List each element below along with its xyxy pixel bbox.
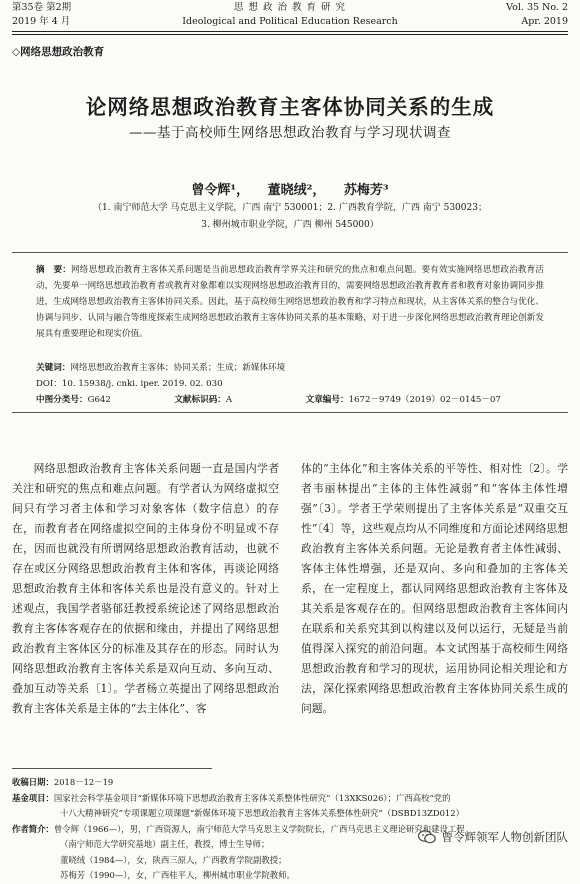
abstract-text: 网络思想政治教育主客体关系问题是当前思想政治教育学界关注和研究的焦点和难点问题。要有效实施网络思想政治教育活动，先要单一网络思想政治教育者或教育对象都难以实现网络思想政治教育目的，需要网络思想政治教育教育者和教育对象协调同步推进，生成网络思想政治教育主客体协同关系。因此，基于高校师生网络思想政治教育和学习特点和现状，从主客体关系的整合与优化、协调与同步、认同与融合等维度探索生成网络思想政治教育主客体协同关系的基本策略，对于进一步深化网络思想政治教育理论创新发展具有重要理论和现实价值。 bbox=[36, 265, 544, 339]
header-rule-thin bbox=[12, 34, 568, 35]
author-bio-line: 苏梅芳（1990—），女，广西桂平人，柳州城市职业学院教师。 bbox=[60, 870, 295, 880]
affiliations bbox=[20, 200, 560, 234]
abstract-label: 摘 要： bbox=[36, 265, 72, 275]
watermark bbox=[418, 829, 569, 845]
watermark-text: 曾令辉领军人物创新团队 bbox=[441, 830, 568, 844]
author-bio-line: 曾令辉（1966—），男，广西资源人，南宁师范大学马克思主义学院院长，广西马克思主义理论研究和建设工程 bbox=[53, 823, 465, 834]
classification-row bbox=[36, 393, 501, 405]
fund-text-cont: 十八大精神研究”专项课题立项课题“新媒体环境下思想政治教育主客体关系整体性研究”（DSBD13ZD012） bbox=[60, 808, 464, 818]
journal-title-cn: 思 想 政 治 教 育 研 究 bbox=[233, 2, 347, 13]
author-bio-line: 董晓绒（1984—），女，陕西三原人，广西教育学院副教授； bbox=[60, 854, 287, 865]
journal-date: 2019 年 4 月 bbox=[12, 16, 71, 27]
author-bio-line: （南宁师范大学研究基地）副主任，教授，博士生导师； bbox=[60, 839, 270, 849]
cls-value: G642 bbox=[87, 395, 111, 405]
article-no-value: 1672－9749（2019）02－0145－07 bbox=[348, 395, 501, 405]
author-list: 曾令辉¹， 董晓绒²， 苏梅芳³ bbox=[191, 183, 389, 198]
abstract-top-rule bbox=[12, 252, 568, 253]
body-column-right bbox=[301, 459, 568, 719]
cls-label: 中图分类号： bbox=[36, 395, 88, 405]
doc-code-label: 文献标识码： bbox=[174, 395, 226, 405]
received-date: 2018－12－19 bbox=[53, 777, 114, 787]
header-rule bbox=[12, 31, 568, 32]
fund-text: 国家社会科学基金项目“新媒体环境下思想政治教育主客体关系整体性研究”（13XKS026）；广西高校“党的 bbox=[53, 792, 451, 803]
author-bio-label: 作者简介： bbox=[12, 823, 54, 834]
journal-title-en: Ideological and Political Education Research bbox=[182, 16, 398, 27]
fund-label: 基金项目： bbox=[12, 792, 54, 803]
doi: DOI：10. 15938/j. cnki. iper. 2019. 02. 030 bbox=[36, 379, 223, 389]
abstract-bottom-rule bbox=[12, 412, 568, 413]
keywords bbox=[36, 362, 544, 375]
keywords-text: 网络思想政治教育主客体；协同关系；生成；新媒体环境 bbox=[70, 363, 286, 373]
article-no-label: 文章编号： bbox=[305, 395, 349, 405]
wechat-icon bbox=[418, 830, 436, 844]
journal-vol-en: Vol. 35 No. 2 bbox=[506, 2, 568, 13]
body-column-left bbox=[12, 459, 279, 719]
abstract bbox=[36, 262, 544, 342]
body-paragraph: 体的“主体化”和主客体关系的平等性、相对性〔2〕。学者韦丽林提出“主体的主体性减弱”和“客体主体性增强”〔3〕。学者王学荣则提出了主客体关系是“双重交互性”〔4〕等，这些观点均从不同维度和方面论述网络思想政治教育主客体关系问题。无论是教育者主体性减弱、客体主体性增强，还是双向、多向和叠加的主客体关系，在一定程度上，都认同网络思想政治教育主客体及其关系是客观存在的。但网络思想政治教育主客体间内在联系和关系究其到以构建以及何以运行，无疑是当前值得深入探究的前沿问题。本文试图基于高校师生网络思想政治教育和学习的现状，运用协同论相关理论和方法，深化探索网络思想政治教育主客体协同关系生成的问题。 bbox=[301, 462, 568, 715]
doc-code-value: A bbox=[225, 395, 233, 405]
received-label: 收稿日期： bbox=[12, 777, 54, 787]
affiliation-line: （1. 南宁师范大学 马克思主义学院，广西 南宁 530001；2. 广西教育学院，广西 南宁 530023； bbox=[93, 203, 487, 213]
article-title: 论网络思想政治教育主客体协同关系的生成 bbox=[85, 95, 495, 119]
article-subtitle: ——基于高校师生网络思想政治教育与学习现状调查 bbox=[129, 125, 451, 141]
journal-date-en: Apr. 2019 bbox=[521, 16, 568, 27]
footnote-rule bbox=[12, 768, 212, 769]
section-label: ◇网络思想政治教育 bbox=[12, 46, 105, 58]
journal-volume: 第35卷 第2期 bbox=[12, 2, 72, 13]
keywords-label: 关键词： bbox=[36, 363, 71, 373]
affiliation-line: 3. 柳州城市职业学院，广西 柳州 545000） bbox=[201, 220, 379, 230]
body-paragraph: 网络思想政治教育主客体关系问题一直是国内学者关注和研究的焦点和难点问题。有学者认为网络虚拟空间只有学习者主体和学习对象客体（数字信息）的存在，而教育者在网络虚拟空间的主体身份不明显或不存在，因而也就没有所谓网络思想政治教育活动，也就不存在或区分网络思想政治教育主体和客体，再谈论网络思想政治教育主体和客体关系也是没有意义的。针对上述观点，我国学者骆郁廷教授系统论述了网络思想政治教育主客体客观存在的依据和缘由，并提出了网络思想政治教育主客体区分的标准及其存在的形态。同时认为网络思想政治教育主客体关系是双向互动、多向互动、叠加互动等关系〔1〕。学者杨立英提出了网络思想政治教育主客体关系是主体的“去主体化”、客 bbox=[12, 462, 279, 715]
